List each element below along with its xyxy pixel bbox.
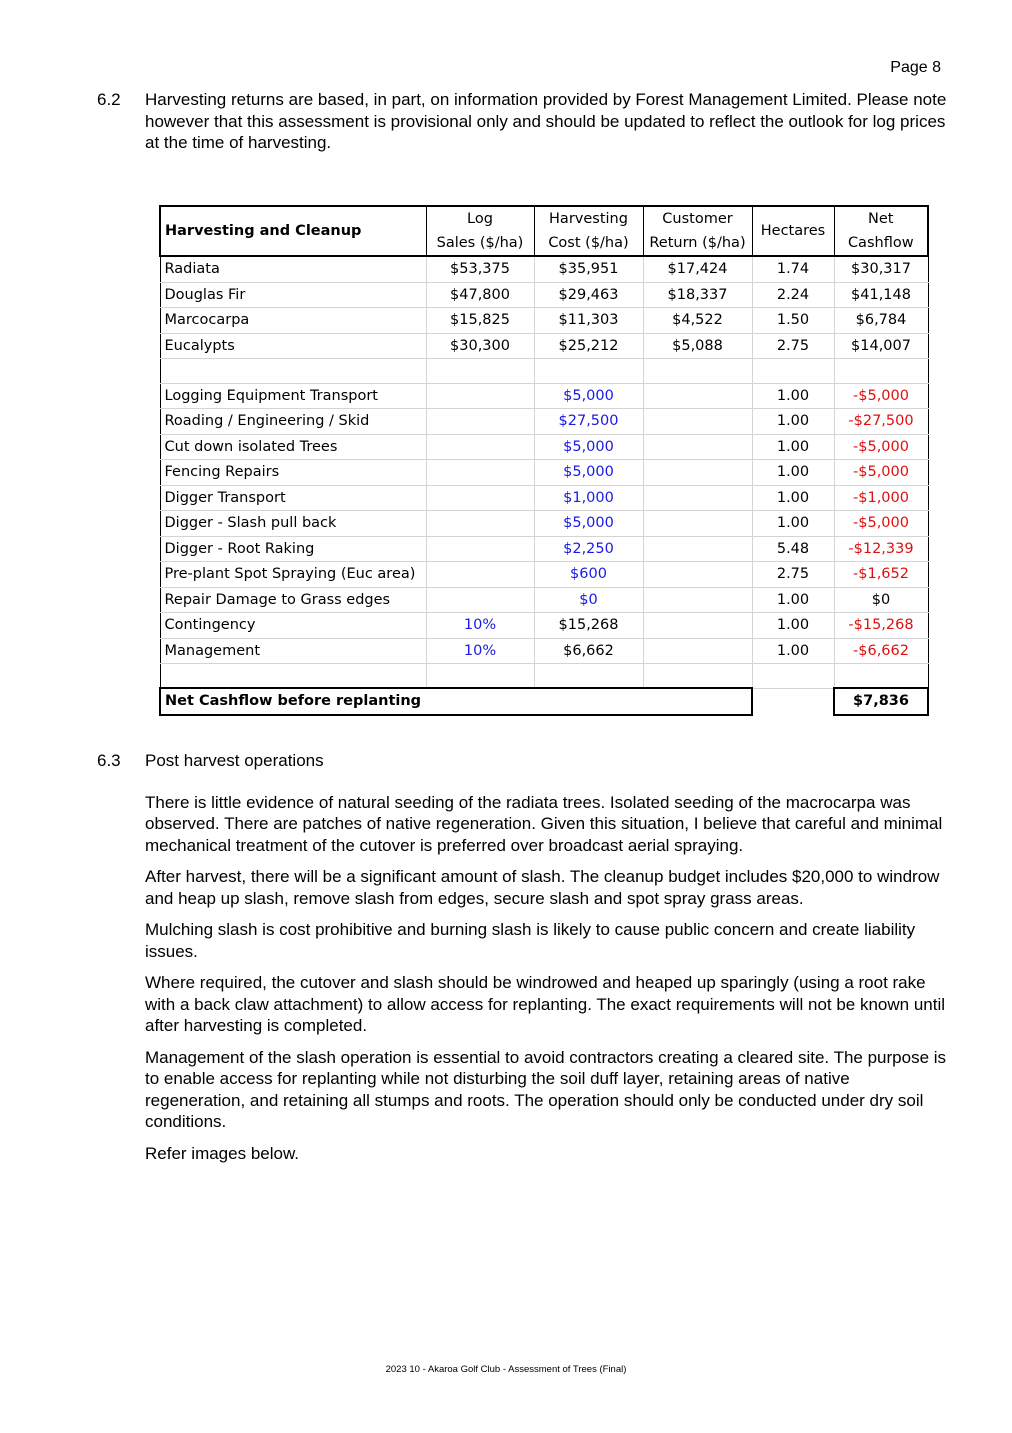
log-sales-cell xyxy=(426,434,534,460)
net-cashflow-cell: -$5,000 xyxy=(834,511,928,537)
empty-cell xyxy=(643,359,752,384)
table-row xyxy=(160,383,928,409)
row-label: Fencing Repairs xyxy=(160,460,426,486)
row-label: Repair Damage to Grass edges xyxy=(160,587,426,613)
empty-cell xyxy=(834,664,928,689)
row-label: Cut down isolated Trees xyxy=(160,434,426,460)
table-row xyxy=(160,333,928,359)
table-row xyxy=(160,536,928,562)
customer-return-cell xyxy=(643,485,752,511)
net-cashflow-cell: $6,784 xyxy=(834,308,928,334)
paragraph: Refer images below. xyxy=(145,1143,300,1163)
harvest-cost-cell: $5,000 xyxy=(534,511,643,537)
empty-cell xyxy=(534,664,643,689)
paragraph: Where required, the cutover and slash should be windrowed and heaped up sparingly (using a root rake with a back claw attachment) to allow access for replanting. The exact requirements will not be known until after harvesting is completed. xyxy=(145,973,946,1035)
total-label: Net Cashflow before replanting xyxy=(160,688,752,715)
empty-cell xyxy=(534,359,643,384)
row-label: Digger - Slash pull back xyxy=(160,511,426,537)
paragraph: After harvest, there will be a significant amount of slash. The cleanup budget includes $20,000 to windrow and heap up slash, remove slash from edges, secure slash and spot spray grass areas. xyxy=(145,867,940,908)
page-number: Page 8 xyxy=(890,59,941,76)
harvest-cost-cell: $27,500 xyxy=(534,409,643,435)
empty-cell xyxy=(160,359,426,384)
customer-return-cell xyxy=(643,383,752,409)
column-header-line: Cashflow xyxy=(847,235,914,251)
spacer-row xyxy=(160,664,928,689)
row-label: Contingency xyxy=(160,613,426,639)
column-header-line: Cost ($/ha) xyxy=(548,235,629,251)
empty-cell xyxy=(426,359,534,384)
table-row xyxy=(160,613,928,639)
harvest-cost-cell: $35,951 xyxy=(534,256,643,282)
section-heading: Post harvest operations xyxy=(145,751,324,770)
log-sales-cell xyxy=(426,485,534,511)
log-sales-cell xyxy=(426,511,534,537)
hectares-cell: 1.74 xyxy=(752,256,834,282)
net-cashflow-cell: -$1,652 xyxy=(834,562,928,588)
hectares-cell: 1.00 xyxy=(752,383,834,409)
hectares-cell: 1.00 xyxy=(752,409,834,435)
log-sales-cell: $47,800 xyxy=(426,282,534,308)
harvest-cost-cell: $2,250 xyxy=(534,536,643,562)
row-label: Digger Transport xyxy=(160,485,426,511)
row-label: Logging Equipment Transport xyxy=(160,383,426,409)
empty-cell xyxy=(643,664,752,689)
net-cashflow-cell: -$15,268 xyxy=(834,613,928,639)
column-header xyxy=(752,206,834,256)
customer-return-cell xyxy=(643,587,752,613)
hectares-cell: 2.24 xyxy=(752,282,834,308)
net-cashflow-cell: -$5,000 xyxy=(834,460,928,486)
harvest-cost-cell: $11,303 xyxy=(534,308,643,334)
empty-cell xyxy=(834,359,928,384)
column-header-line: Sales ($/ha) xyxy=(436,235,524,251)
paragraph: Mulching slash is cost prohibitive and burning slash is likely to cause public concern and create liability issues. xyxy=(145,920,916,961)
empty-cell xyxy=(160,664,426,689)
table-row xyxy=(160,485,928,511)
table-row xyxy=(160,256,928,282)
empty-cell xyxy=(426,664,534,689)
row-label: Pre-plant Spot Spraying (Euc area) xyxy=(160,562,426,588)
log-sales-cell xyxy=(426,587,534,613)
paragraph: There is little evidence of natural seeding of the radiata trees. Isolated seeding of the macrocarpa was observed. There are patches of native regeneration. Given this situation, I believe that careful and minimal mechanical treatment of the cutover is preferred over broadcast aerial spraying. xyxy=(145,792,943,855)
column-header xyxy=(426,206,534,256)
empty-cell xyxy=(752,688,834,715)
customer-return-cell: $17,424 xyxy=(643,256,752,282)
hectares-cell: 1.00 xyxy=(752,460,834,486)
customer-return-cell xyxy=(643,511,752,537)
log-sales-cell xyxy=(426,383,534,409)
log-sales-cell: 10% xyxy=(426,638,534,664)
column-header xyxy=(834,206,928,256)
row-label: Management xyxy=(160,638,426,664)
row-label: Eucalypts xyxy=(160,333,426,359)
column-header-line: Harvesting and Cleanup xyxy=(165,223,362,239)
section-6-3 xyxy=(97,750,947,1174)
net-cashflow-cell: -$12,339 xyxy=(834,536,928,562)
harvest-cost-cell: $600 xyxy=(534,562,643,588)
harvest-cost-cell: $5,000 xyxy=(534,383,643,409)
table-row xyxy=(160,308,928,334)
hectares-cell: 5.48 xyxy=(752,536,834,562)
table-row xyxy=(160,562,928,588)
harvest-cost-cell: $1,000 xyxy=(534,485,643,511)
table-row xyxy=(160,434,928,460)
hectares-cell: 1.00 xyxy=(752,511,834,537)
hectares-cell: 2.75 xyxy=(752,562,834,588)
net-cashflow-cell: $0 xyxy=(834,587,928,613)
total-value: $7,836 xyxy=(834,688,928,715)
customer-return-cell xyxy=(643,613,752,639)
log-sales-cell: $15,825 xyxy=(426,308,534,334)
empty-cell xyxy=(752,359,834,384)
section-number: 6.3 xyxy=(97,751,121,770)
total-row xyxy=(160,688,928,715)
row-label: Marcocarpa xyxy=(160,308,426,334)
customer-return-cell xyxy=(643,434,752,460)
column-header xyxy=(643,206,752,256)
harvest-cost-cell: $0 xyxy=(534,587,643,613)
net-cashflow-cell: $14,007 xyxy=(834,333,928,359)
log-sales-cell xyxy=(426,409,534,435)
hectares-cell: 1.50 xyxy=(752,308,834,334)
paragraph: Management of the slash operation is essential to avoid contractors creating a cleared site. The purpose is to enable access for replanting while not disturbing the soil duff layer, retaining areas of native regeneration, and retaining all stumps and roots. The operation should only be conducted under dry soil conditions. xyxy=(145,1047,947,1131)
row-label: Digger - Root Raking xyxy=(160,536,426,562)
row-label: Roading / Engineering / Skid xyxy=(160,409,426,435)
table-row xyxy=(160,511,928,537)
page-footer: 2023 10 - Akaroa Golf Club - Assessment of Trees (Final) xyxy=(385,1364,627,1375)
customer-return-cell xyxy=(643,562,752,588)
harvest-cost-cell: $15,268 xyxy=(534,613,643,639)
row-label: Radiata xyxy=(160,256,426,282)
column-header xyxy=(160,206,426,256)
table-row xyxy=(160,587,928,613)
hectares-cell: 1.00 xyxy=(752,638,834,664)
column-header-line: Return ($/ha) xyxy=(649,235,746,251)
table-row xyxy=(160,460,928,486)
section-6-2-text: Harvesting returns are based, in part, on information provided by Forest Management Limited. Please note however that this assessment is provisional only and should be updated to reflect the outlook for log prices at the time of harvesting. xyxy=(145,90,947,152)
customer-return-cell xyxy=(643,460,752,486)
customer-return-cell: $5,088 xyxy=(643,333,752,359)
column-header-line: Log xyxy=(467,211,493,227)
table-row xyxy=(160,409,928,435)
hectares-cell: 1.00 xyxy=(752,587,834,613)
column-header xyxy=(534,206,643,256)
table-row xyxy=(160,638,928,664)
customer-return-cell xyxy=(643,536,752,562)
empty-cell xyxy=(752,664,834,689)
customer-return-cell: $18,337 xyxy=(643,282,752,308)
harvest-cost-cell: $25,212 xyxy=(534,333,643,359)
log-sales-cell xyxy=(426,536,534,562)
log-sales-cell: $53,375 xyxy=(426,256,534,282)
customer-return-cell xyxy=(643,638,752,664)
harvest-table-container xyxy=(159,205,929,716)
net-cashflow-cell: -$27,500 xyxy=(834,409,928,435)
customer-return-cell: $4,522 xyxy=(643,308,752,334)
net-cashflow-cell: -$5,000 xyxy=(834,383,928,409)
net-cashflow-cell: -$6,662 xyxy=(834,638,928,664)
harvesting-cleanup-table xyxy=(159,205,929,716)
net-cashflow-cell: -$1,000 xyxy=(834,485,928,511)
net-cashflow-cell: -$5,000 xyxy=(834,434,928,460)
net-cashflow-cell: $30,317 xyxy=(834,256,928,282)
hectares-cell: 2.75 xyxy=(752,333,834,359)
harvest-cost-cell: $5,000 xyxy=(534,460,643,486)
hectares-cell: 1.00 xyxy=(752,434,834,460)
column-header-line: Customer xyxy=(662,211,733,227)
net-cashflow-cell: $41,148 xyxy=(834,282,928,308)
column-header-line: Hectares xyxy=(760,223,826,239)
column-header-line: Harvesting xyxy=(549,211,628,227)
log-sales-cell xyxy=(426,562,534,588)
log-sales-cell xyxy=(426,460,534,486)
spacer-row xyxy=(160,359,928,384)
table-header-row xyxy=(160,206,928,256)
harvest-cost-cell: $5,000 xyxy=(534,434,643,460)
customer-return-cell xyxy=(643,409,752,435)
harvest-cost-cell: $6,662 xyxy=(534,638,643,664)
section-6-2 xyxy=(97,89,947,164)
hectares-cell: 1.00 xyxy=(752,613,834,639)
section-number: 6.2 xyxy=(97,90,121,109)
row-label: Douglas Fir xyxy=(160,282,426,308)
log-sales-cell: 10% xyxy=(426,613,534,639)
log-sales-cell: $30,300 xyxy=(426,333,534,359)
table-row xyxy=(160,282,928,308)
hectares-cell: 1.00 xyxy=(752,485,834,511)
harvest-cost-cell: $29,463 xyxy=(534,282,643,308)
column-header-line: Net xyxy=(868,211,894,227)
